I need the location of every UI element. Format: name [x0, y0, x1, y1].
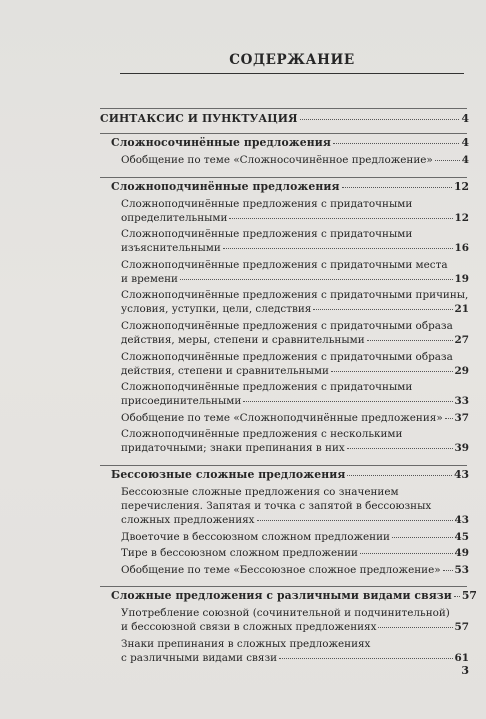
toc-entry-last-line [100, 272, 469, 286]
leader-dots [392, 537, 453, 538]
leader-dots [367, 340, 453, 341]
toc-entry [100, 258, 469, 286]
leader-dots [257, 520, 453, 521]
toc-page-number: 57 [461, 589, 477, 603]
toc-entry-text: изъяснительными [121, 242, 221, 255]
leader-dots [445, 418, 453, 419]
toc-entry-last-line [100, 411, 469, 425]
toc-page-number: 29 [454, 364, 469, 377]
toc-entry-text: Сложноподчинённые предложения [111, 179, 340, 193]
leader-dots [347, 448, 453, 449]
toc-entry-text: с различными видами связи [121, 651, 278, 664]
toc-entry-line: Сложноподчинённые предложения с придаточными образа [121, 350, 453, 363]
toc-entry [100, 427, 469, 455]
leader-dots [229, 218, 452, 219]
toc-section-title [100, 178, 469, 197]
toc-page-number: 12 [453, 179, 469, 193]
toc-entry-last-line [100, 364, 469, 378]
toc-entry [100, 530, 469, 544]
toc-section-title [100, 587, 477, 606]
leader-dots [454, 596, 460, 597]
toc-page-number: 37 [454, 411, 469, 424]
toc-entry-text: и времени [121, 272, 178, 285]
toc-page-number: 39 [454, 442, 469, 455]
toc-entry-text: сложных предложениях [121, 513, 255, 526]
leader-dots [331, 371, 453, 372]
toc-entry-text: Тире в бессоюзном сложном предложении [121, 547, 358, 560]
leader-dots [443, 570, 453, 571]
toc-entry [100, 485, 469, 527]
page-content [100, 0, 477, 719]
toc-entry-last-line [100, 620, 469, 634]
toc-entry-last-line [100, 513, 469, 527]
toc-entry-last-line [100, 333, 469, 347]
toc-entry [100, 637, 469, 665]
toc-page-number: 19 [454, 272, 469, 285]
toc-entry [100, 546, 469, 560]
toc-entry-last-line [100, 302, 469, 316]
toc-entry-last-line [100, 530, 469, 544]
toc-section-title [100, 134, 469, 153]
leader-dots [243, 401, 452, 402]
toc-part-title: СИНТАКСИС И ПУНКТУАЦИЯ [100, 112, 298, 125]
toc-entry-last-line [100, 153, 469, 167]
table-of-contents [100, 108, 477, 668]
toc-entry-text: и бессоюзной связи в сложных предложениях [121, 621, 377, 634]
toc-entry [100, 197, 469, 225]
toc-entry-line: Сложноподчинённые предложения с несколькими [121, 428, 403, 441]
toc-page-number: 57 [454, 621, 469, 634]
toc-entry-text: действия, степени и сравнительными [121, 364, 329, 377]
toc-entry [100, 227, 469, 255]
toc-page-number: 27 [454, 333, 469, 346]
toc-entry-text: Обобщение по теме «Сложносочинённое предложение» [121, 154, 433, 166]
toc-entry-line: Знаки препинания в сложных предложениях [121, 637, 371, 650]
leader-dots [333, 143, 460, 144]
toc-page-number: 43 [453, 467, 469, 481]
toc-entry-line: Сложноподчинённые предложения с придаточными места [121, 258, 448, 271]
toc-page-number: 45 [454, 530, 469, 543]
toc-entry-line: Сложноподчинённые предложения с придаточными [121, 197, 413, 210]
toc-entry-text: присоединительными [121, 395, 242, 408]
toc-entry-line: Сложноподчинённые предложения с придаточными [121, 381, 413, 394]
toc-entry-text: Обобщение по теме «Бессоюзное сложное предложение» [121, 563, 441, 576]
leader-dots [300, 119, 460, 120]
toc-entry-last-line [100, 651, 469, 665]
toc-entry [100, 380, 469, 408]
toc-section-2 [100, 178, 469, 456]
toc-entry-last-line [100, 211, 469, 225]
toc-entry-last-line [100, 546, 469, 560]
toc-entry-line: Сложноподчинённые предложения с придаточными образа [121, 319, 453, 332]
toc-entry-line: Бессоюзные сложные предложения со значением [121, 485, 399, 498]
toc-entry-last-line [100, 241, 469, 255]
leader-dots [180, 279, 453, 280]
leader-dots [342, 187, 452, 188]
toc-page-number: 53 [454, 563, 469, 576]
toc-section-4 [100, 587, 477, 665]
toc-section-1 [100, 134, 469, 167]
toc-entry-last-line [100, 394, 469, 408]
toc-entry [100, 288, 469, 316]
toc-entry-text: Бессоюзные сложные предложения [111, 467, 346, 481]
leader-dots [378, 627, 452, 628]
toc-entry-text: определительными [121, 211, 228, 224]
leader-dots [435, 160, 460, 161]
toc-entry-text: действия, меры, степени и сравнительными [121, 333, 365, 346]
toc-entry-line: перечисления. Запятая и точка с запятой в бессоюзных [121, 499, 432, 512]
toc-page-number: 4 [461, 112, 469, 125]
toc-page-number: 16 [454, 242, 469, 255]
toc-entry-text: придаточными; знаки препинания в них [121, 442, 345, 455]
toc-page-number: 21 [454, 303, 469, 316]
toc-page-number: 4 [461, 154, 469, 166]
toc-entry-line: Употребление союзной (сочинительной и подчинительной) [121, 607, 450, 620]
toc-entry [100, 563, 469, 577]
toc-entry [100, 411, 469, 425]
toc-page-number: 43 [454, 513, 469, 526]
toc-section-3 [100, 466, 469, 577]
leader-dots [360, 553, 453, 554]
toc-part-syntax [100, 109, 469, 129]
toc-page-number: 33 [454, 395, 469, 408]
toc-page-number: 61 [454, 651, 469, 664]
toc-entry-line: Сложноподчинённые предложения с придаточными [121, 228, 413, 241]
toc-entry-text: условия, уступки, цели, следствия [121, 303, 312, 316]
leader-dots [313, 309, 452, 310]
toc-entry-line: Сложноподчинённые предложения с придаточными причины, [121, 289, 469, 302]
toc-entry-text: Обобщение по теме «Сложноподчинённые предложения» [121, 411, 443, 424]
toc-page-number: 4 [461, 136, 469, 149]
leader-dots [279, 658, 452, 659]
toc-section-title [100, 466, 469, 485]
toc-page-number: 12 [454, 211, 469, 224]
toc-entry [100, 319, 469, 347]
toc-entry-text: Сложносочинённые предложения [111, 136, 331, 149]
leader-dots [347, 475, 452, 476]
toc-page-number: 49 [454, 547, 469, 560]
page-title: СОДЕРЖАНИЕ [120, 47, 464, 74]
toc-entry [100, 350, 469, 378]
toc-entry-last-line [100, 441, 469, 455]
page-number: 3 [461, 664, 469, 677]
leader-dots [223, 248, 453, 249]
toc-entry [100, 606, 469, 634]
toc-entry-last-line [100, 563, 469, 577]
toc-entry-text: Сложные предложения с различными видами связи [111, 589, 452, 603]
toc-entry [100, 153, 469, 167]
toc-entry-text: Двоеточие в бессоюзном сложном предложении [121, 530, 390, 543]
